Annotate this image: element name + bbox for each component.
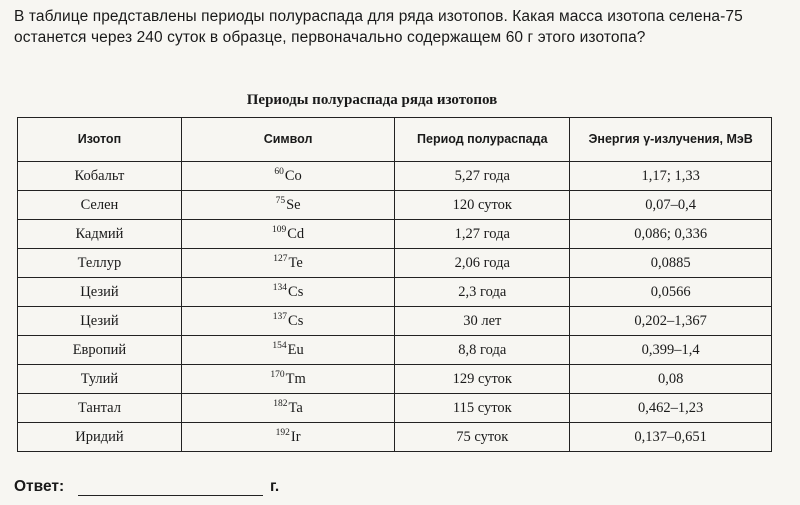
answer-input-line[interactable] [78, 495, 263, 496]
element-symbol: Cs [288, 313, 304, 329]
cell-period: 30 лет [395, 307, 570, 336]
table-row [18, 220, 772, 249]
cell-symbol [181, 249, 394, 278]
header-isotope: Изотоп [18, 118, 182, 162]
cell-energy: 0,0566 [570, 278, 772, 307]
cell-energy: 0,399–1,4 [570, 336, 772, 365]
element-symbol: Co [284, 168, 302, 184]
cell-isotope: Цезий [18, 278, 182, 307]
cell-energy: 0,202–1,367 [570, 307, 772, 336]
cell-symbol [181, 423, 394, 452]
cell-symbol [181, 220, 394, 249]
cell-isotope: Цезий [18, 307, 182, 336]
cell-energy: 1,17; 1,33 [570, 162, 772, 191]
cell-isotope: Кобальт [18, 162, 182, 191]
table-row [18, 278, 772, 307]
cell-isotope: Селен [18, 191, 182, 220]
cell-isotope: Иридий [18, 423, 182, 452]
cell-symbol [181, 278, 394, 307]
cell-energy: 0,0885 [570, 249, 772, 278]
answer-label: Ответ: [14, 478, 65, 495]
cell-isotope: Европий [18, 336, 182, 365]
cell-symbol [181, 191, 394, 220]
cell-period: 75 суток [395, 423, 570, 452]
table-row [18, 191, 772, 220]
cell-isotope: Кадмий [18, 220, 182, 249]
element-symbol: Se [286, 197, 301, 213]
mass-number: 192 [275, 428, 290, 438]
table-row [18, 249, 772, 278]
cell-period: 2,06 года [395, 249, 570, 278]
header-period: Период полураспада [395, 118, 570, 162]
cell-period: 115 суток [395, 394, 570, 423]
header-symbol: Символ [181, 118, 394, 162]
mass-number: 137 [272, 312, 288, 322]
cell-period: 120 суток [395, 191, 570, 220]
table-row [18, 365, 772, 394]
table-header-row [18, 118, 772, 162]
cell-energy: 0,086; 0,336 [570, 220, 772, 249]
mass-number: 75 [275, 196, 286, 206]
mass-number: 170 [270, 370, 285, 380]
answer-unit: г. [270, 478, 280, 495]
table-row [18, 162, 772, 191]
table-title: Периоды полураспада ряда изотопов [246, 92, 498, 108]
table-row [18, 423, 772, 452]
cell-isotope: Тулий [18, 365, 182, 394]
mass-number: 154 [272, 341, 287, 351]
mass-number: 182 [273, 399, 288, 409]
cell-period: 129 суток [395, 365, 570, 394]
table-body [18, 162, 772, 452]
cell-energy: 0,462–1,23 [570, 394, 772, 423]
mass-number: 134 [272, 283, 288, 293]
element-symbol: Eu [287, 342, 304, 358]
element-symbol: Cd [287, 226, 305, 242]
cell-symbol [181, 394, 394, 423]
cell-symbol [181, 336, 394, 365]
cell-symbol [181, 307, 394, 336]
mass-number: 127 [273, 254, 288, 264]
table-row [18, 394, 772, 423]
header-energy: Энергия γ-излучения, МэВ [570, 118, 772, 162]
cell-energy: 0,07–0,4 [570, 191, 772, 220]
cell-symbol [181, 365, 394, 394]
cell-period: 8,8 года [395, 336, 570, 365]
element-symbol: Ta [288, 400, 303, 416]
cell-period: 1,27 года [395, 220, 570, 249]
cell-isotope: Теллур [18, 249, 182, 278]
cell-isotope: Тантал [18, 394, 182, 423]
table-row [18, 307, 772, 336]
question-text: В таблице представлены периоды полураспада для ряда изотопов. Какая масса изотопа селена-75 останется через 240 суток в образце, первоначально содержащем 60 г этого изотопа? [14, 8, 743, 46]
cell-period: 2,3 года [395, 278, 570, 307]
mass-number: 109 [271, 225, 287, 235]
element-symbol: Cs [288, 284, 304, 300]
element-symbol: Te [288, 255, 303, 271]
cell-energy: 0,08 [570, 365, 772, 394]
cell-period: 5,27 года [395, 162, 570, 191]
table-row [18, 336, 772, 365]
element-symbol: Ir [290, 429, 301, 445]
cell-symbol [181, 162, 394, 191]
isotope-table [17, 117, 772, 452]
element-symbol: Tm [285, 371, 306, 387]
cell-energy: 0,137–0,651 [570, 423, 772, 452]
mass-number: 60 [274, 167, 284, 177]
